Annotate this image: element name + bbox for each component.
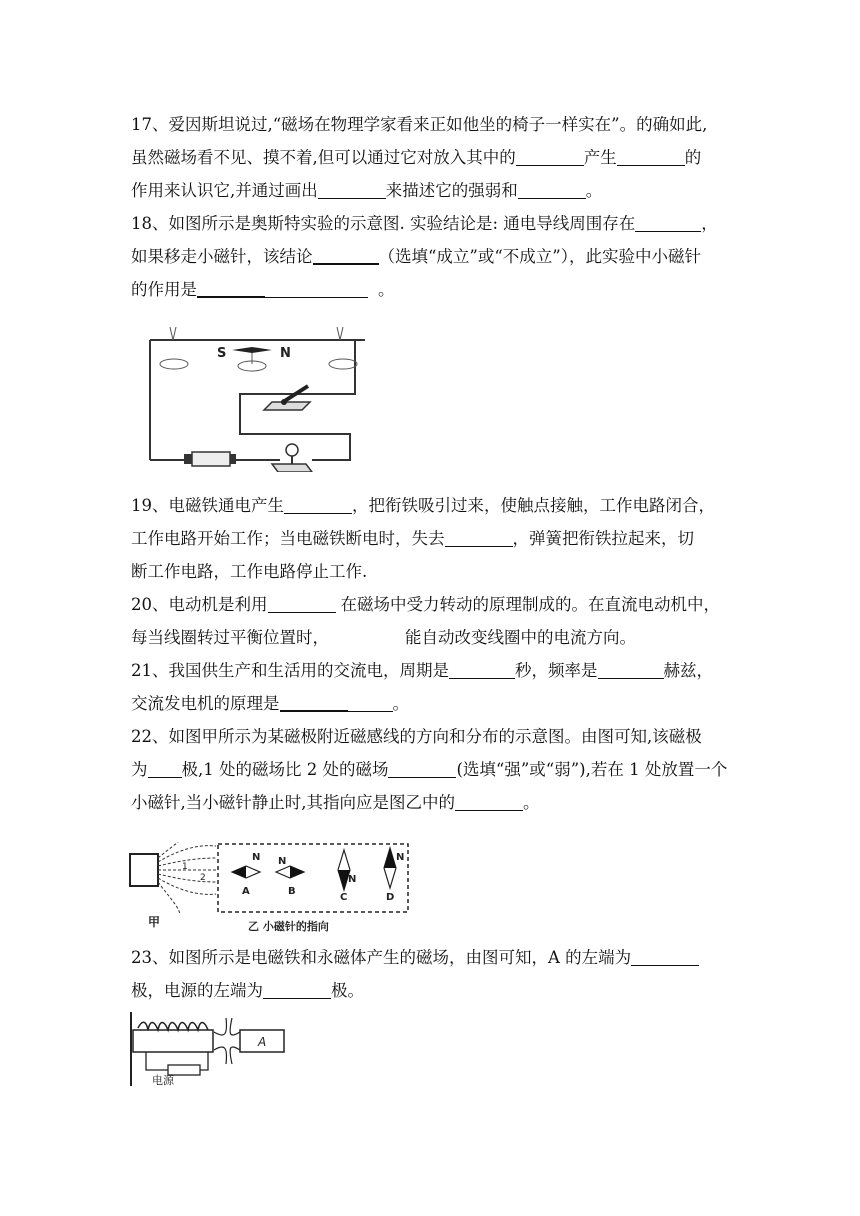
oersted-experiment-figure (140, 322, 380, 472)
q22-line-3: 小磁针,当小磁针静止时,其指向应是图乙中的 。 (131, 793, 540, 812)
answer-blank[interactable] (318, 180, 386, 199)
answer-blank[interactable] (617, 147, 685, 166)
source-wire-left (146, 1052, 168, 1070)
field-lines-between (214, 1018, 240, 1064)
field-lines-figure (128, 842, 412, 938)
compass-option-d (384, 848, 404, 903)
svg-text:N: N (396, 852, 405, 863)
q21-line-2: 交流发电机的原理是 。 (131, 694, 409, 713)
q22-line-2: 为 极,1 处的磁场比 2 处的磁场 (选填“强”或“弱”),若在 1 处放置一个 (131, 760, 728, 779)
answer-blank[interactable] (388, 759, 456, 778)
answer-blank[interactable] (265, 279, 368, 298)
wire-right (240, 340, 355, 460)
point-1-label: 1 (182, 862, 188, 872)
q18-line-1: 18、如图所示是奥斯特实验的示意图. 实验结论是: 通电导线周围存在 ， (131, 214, 718, 233)
answer-blank[interactable] (518, 180, 586, 199)
answer-blank[interactable] (455, 792, 523, 811)
answer-blank[interactable] (280, 692, 348, 712)
question-22 (131, 720, 731, 819)
q18-line-2: 如果移走小磁针，该结论 （选填“成立”或“不成立”），此实验中小磁针 (131, 247, 701, 266)
question-21 (131, 654, 731, 720)
question-20 (131, 588, 731, 654)
q20-line-1: 20、电动机是利用 在磁场中受力转动的原理制成的。在直流电动机中， (131, 595, 720, 614)
coil-windings (138, 1022, 208, 1030)
compass-option-b (276, 856, 304, 897)
needle-label-n: N (280, 346, 291, 361)
q19-line-2: 工作电路开始工作；当电磁铁断电时，失去 ，弹簧把衔铁拉起来，切 (131, 529, 694, 548)
switch-icon (264, 386, 310, 410)
answer-blank[interactable] (148, 759, 182, 778)
compass-option-a (232, 852, 260, 897)
answer-blank[interactable] (598, 660, 664, 679)
power-source-label: 电源 (152, 1074, 174, 1087)
support-right (329, 359, 357, 369)
q23-line-2: 极，电源的左端为 极。 (131, 981, 364, 1000)
question-18 (131, 207, 731, 306)
battery-icon (184, 452, 236, 466)
answer-blank[interactable] (445, 528, 513, 547)
option-c-label: C (340, 892, 348, 903)
option-b-label: B (288, 886, 296, 897)
q17-line-3: 作用来认识它,并通过画出 来描述它的强弱和 。 (131, 181, 603, 200)
figure-yi-caption: 乙 小磁针的指向 (248, 920, 329, 933)
compass-option-c (338, 850, 356, 903)
question-17 (131, 108, 731, 207)
answer-blank[interactable] (516, 147, 584, 166)
answer-blank[interactable] (348, 693, 393, 712)
answer-blank[interactable] (263, 980, 331, 999)
electromagnet-figure (128, 1012, 288, 1088)
q19-line-3: 断工作电路，工作电路停止工作. (131, 562, 368, 581)
answer-blank[interactable] (197, 278, 265, 298)
q19-line-1: 19、电磁铁通电产生 ，把衔铁吸引过来，使触点接触，工作电路闭合， (131, 496, 715, 515)
figure-jia-label: 甲 (148, 915, 161, 929)
q21-line-1: 21、我国供生产和生活用的交流电，周期是 秒，频率是 赫兹， (131, 661, 713, 680)
question-23 (131, 941, 731, 1007)
svg-text:N: N (348, 874, 357, 885)
point-2-label: 2 (200, 873, 206, 883)
question-19 (131, 489, 731, 588)
needle-label-s: S (217, 346, 227, 361)
q20-line-2: 每当线圈转过平衡位置时， 能自动改变线圈中的电流方向。 (131, 628, 636, 647)
svg-text:N: N (278, 856, 287, 867)
answer-blank[interactable] (313, 245, 379, 265)
q22-line-1: 22、如图甲所示为某磁极附近磁感线的方向和分布的示意图。由图可知,该磁极 (131, 727, 702, 746)
magnetic-needle-icon (232, 347, 272, 353)
svg-text:N: N (252, 852, 261, 863)
electromagnet-core (133, 1030, 213, 1052)
stand-right (337, 327, 343, 340)
q18-line-3: 的作用是 。 (131, 280, 395, 299)
answer-blank[interactable] (631, 947, 699, 966)
lamp-icon (272, 444, 312, 472)
option-d-label: D (386, 892, 395, 903)
support-left (160, 359, 188, 369)
q23-line-1: 23、如图所示是电磁铁和永磁体产生的磁场，由图可知，A 的左端为 (131, 941, 731, 974)
q17-line-2: 虽然磁场看不见、摸不着,但可以通过它对放入其中的 产生 的 (131, 148, 702, 167)
magnet-pole-icon (130, 854, 158, 886)
field-lines (158, 842, 216, 914)
option-a-label: A (242, 886, 250, 897)
q17-line-1: 17、爱因斯坦说过,“磁场在物理学家看来正如他坐的椅子一样实在”。的确如此, (131, 115, 708, 134)
magnet-a-label: A (258, 1035, 267, 1049)
answer-blank[interactable] (284, 495, 352, 514)
answer-blank[interactable] (268, 594, 336, 613)
answer-blank[interactable] (635, 213, 701, 232)
stand-left (170, 327, 176, 340)
source-wire-right (200, 1052, 208, 1070)
answer-blank[interactable] (449, 660, 515, 679)
